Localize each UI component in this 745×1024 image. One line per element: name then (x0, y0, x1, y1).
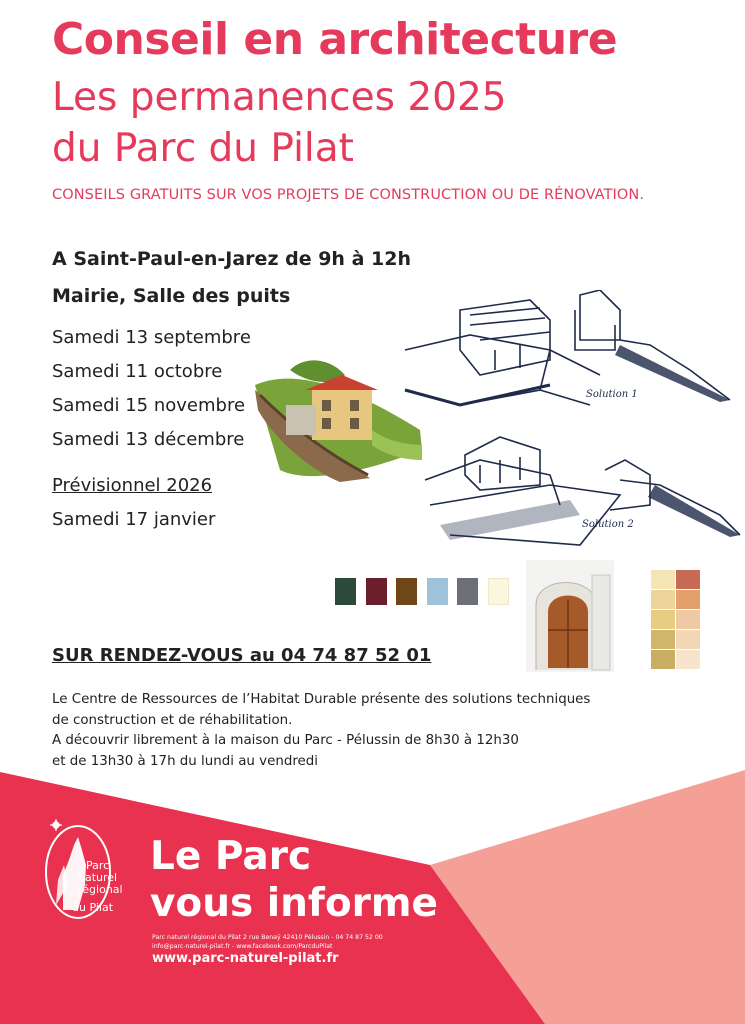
palette-swatch (676, 630, 700, 649)
sketch-solution-1 (400, 290, 745, 415)
tagline: CONSEILS GRATUITS SUR VOS PROJETS DE CONSTRUCTION OU DE RÉNOVATION. (52, 187, 645, 203)
date-item: Samedi 15 novembre (52, 395, 246, 416)
date-item: Samedi 13 septembre (52, 327, 251, 348)
color-swatch (488, 578, 509, 605)
dates-list (52, 327, 251, 463)
color-swatch (335, 578, 356, 605)
footer-title (150, 833, 438, 927)
info-line: Le Centre de Ressources de l’Habitat Durable présente des solutions techniques (52, 692, 591, 707)
footer-address: Parc naturel régional du Pilat 2 rue Benaÿ 42410 Pélussin - 04 74 87 52 00 (152, 934, 383, 941)
location-line-1: A Saint-Paul-en-Jarez de 9h à 12h (52, 248, 411, 270)
footer-website-link[interactable]: www.parc-naturel-pilat.fr (152, 951, 339, 966)
subtitle-line-2: du Parc du Pilat (52, 126, 354, 171)
doorway-illustration (526, 560, 614, 672)
color-swatch (427, 578, 448, 605)
footer-title-line-2: vous informe (150, 881, 438, 926)
logo-text-parc: Parc (86, 859, 110, 872)
footer-contact-line: info@parc-naturel-pilat.fr - www.facebook.com/ParcduPilat (152, 943, 333, 950)
color-swatch (396, 578, 417, 605)
solution-1-label: Solution 1 (586, 389, 638, 400)
previsionnel-label: Prévisionnel 2026 (52, 475, 213, 496)
color-swatch (366, 578, 387, 605)
appointment-phone: SUR RENDEZ-VOUS au 04 74 87 52 01 (52, 645, 432, 666)
page-subtitle (52, 72, 507, 174)
palette-swatch (676, 650, 700, 669)
info-line: et de 13h30 à 17h du lundi au vendredi (52, 753, 318, 769)
house-illustration (250, 350, 425, 485)
palette-swatch (651, 630, 675, 649)
solution-2-label: Solution 2 (582, 519, 634, 530)
footer-contact (152, 933, 383, 951)
palette-swatch (651, 570, 675, 589)
footer-title-line-1: Le Parc (150, 834, 312, 879)
date-item: Samedi 13 décembre (52, 429, 245, 450)
info-line: A découvrir librement à la maison du Parc - Pélussin de 8h30 à 12h30 (52, 733, 519, 748)
date-item: Samedi 11 octobre (52, 361, 223, 382)
info-line: de construction et de réhabilitation. (52, 712, 293, 728)
palette-swatch (676, 570, 700, 589)
color-swatch (457, 578, 478, 605)
subtitle-line-1: Les permanences 2025 (52, 75, 507, 120)
logo-text-pilat: du Pilat (72, 901, 114, 914)
palette-swatch (651, 610, 675, 629)
page-title: Conseil en architecture (52, 14, 618, 65)
palette-swatch (676, 610, 700, 629)
palette-swatch (651, 650, 675, 669)
location-line-2: Mairie, Salle des puits (52, 285, 291, 307)
palette-swatch (651, 590, 675, 609)
logo-text-naturel: naturel (78, 871, 118, 884)
sketch-solution-2 (420, 425, 745, 555)
palette-swatch (676, 590, 700, 609)
previsionnel-date: Samedi 17 janvier (52, 509, 216, 530)
logo-text-regional: régional (78, 883, 123, 896)
